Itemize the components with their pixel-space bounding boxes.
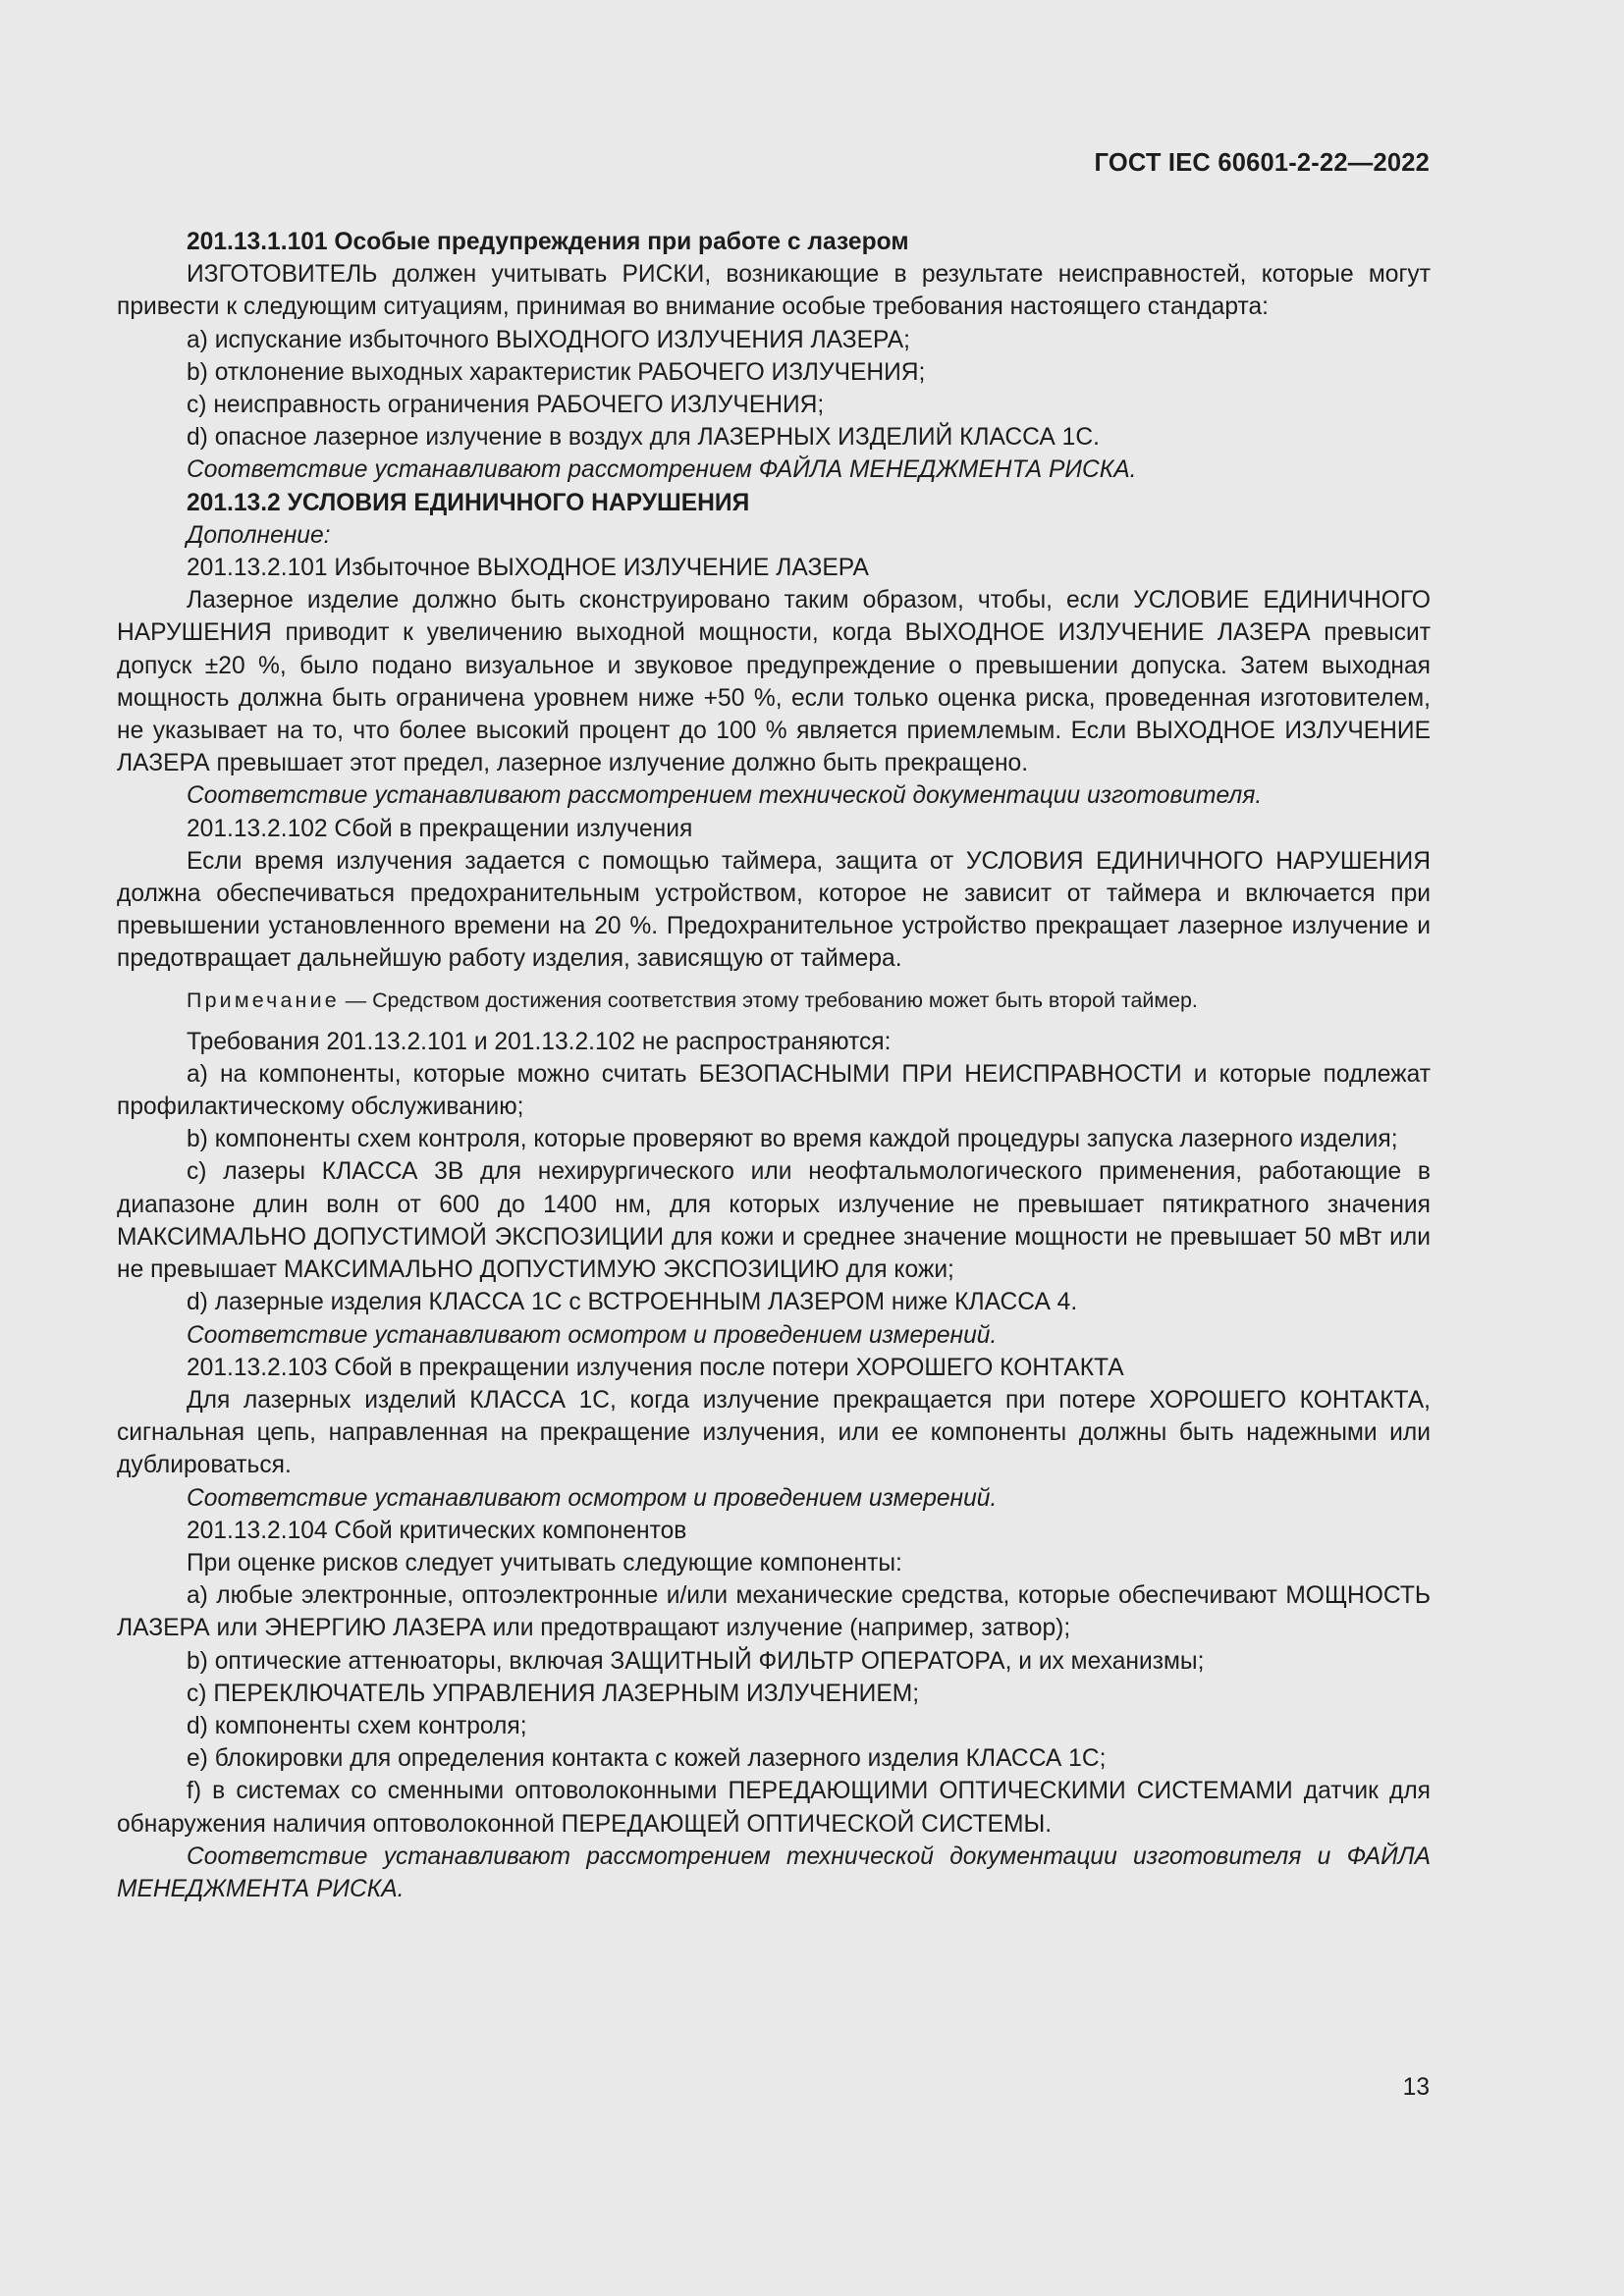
paragraph: ИЗГОТОВИТЕЛЬ должен учитывать РИСКИ, возникающие в результате неисправностей, которые могут привести к следующим ситуациям, принимая во внимание особые требования настоящего стандарта: bbox=[117, 261, 1431, 321]
subsection-heading: 201.13.2.102 Сбой в прекращении излучения bbox=[187, 815, 693, 842]
list-item: d) компоненты схем контроля; bbox=[187, 1712, 527, 1739]
section-heading: 201.13.2 УСЛОВИЯ ЕДИНИЧНОГО НАРУШЕНИЯ bbox=[187, 489, 750, 516]
document-body bbox=[117, 226, 1431, 1905]
compliance-statement: Соответствие устанавливают осмотром и проведением измерений. bbox=[187, 1484, 998, 1512]
section-heading: 201.13.1.101 Особые предупреждения при работе с лазером bbox=[187, 229, 909, 255]
paragraph: Лазерное изделие должно быть сконструировано таким образом, чтобы, если УСЛОВИЕ ЕДИНИЧНОГО НАРУШЕНИЯ приводит к увеличению выходной мощности, когда ВЫХОДНОЕ ИЗЛУЧЕНИЕ ЛАЗЕРА превысит допуск ±20 %, было подано визуальное и звуковое предупреждение о превышении допуска. Затем выходная мощность должна быть ограничена уровнем ниже +50 %, если только оценка риска, проведенная изготовителем, не указывает на то, что более высокий процент до 100 % является приемлемым. Если ВЫХОДНОЕ ИЗЛУЧЕНИЕ ЛАЗЕРА превышает этот предел, лазерное излучение должно быть прекращено. bbox=[117, 587, 1431, 777]
paragraph: Требования 201.13.2.101 и 201.13.2.102 не распространяются: bbox=[187, 1028, 892, 1055]
list-item: a) на компоненты, которые можно считать БЕЗОПАСНЫМИ ПРИ НЕИСПРАВНОСТИ и которые подлежат профилактическому обслуживанию; bbox=[117, 1060, 1431, 1121]
note-text: — Средством достижения соответствия этому требованию может быть второй таймер. bbox=[345, 988, 1198, 1012]
list-item: e) блокировки для определения контакта с кожей лазерного изделия КЛАССА 1С; bbox=[187, 1745, 1107, 1773]
subsection-heading: 201.13.2.101 Избыточное ВЫХОДНОЕ ИЗЛУЧЕНИЕ ЛАЗЕРА bbox=[187, 555, 869, 582]
list-item: b) отклонение выходных характеристик РАБОЧЕГО ИЗЛУЧЕНИЯ; bbox=[187, 358, 926, 386]
list-item: c) неисправность ограничения РАБОЧЕГО ИЗЛУЧЕНИЯ; bbox=[187, 392, 825, 419]
list-item: d) опасное лазерное излучение в воздух для ЛАЗЕРНЫХ ИЗДЕЛИЙ КЛАССА 1С. bbox=[187, 424, 1100, 452]
paragraph: При оценке рисков следует учитывать следующие компоненты: bbox=[187, 1549, 902, 1576]
compliance-statement: Соответствие устанавливают рассмотрением ФАЙЛА МЕНЕДЖМЕНТА РИСКА. bbox=[187, 456, 1137, 484]
note-label: Примечание bbox=[187, 988, 340, 1012]
list-item: b) оптические аттенюаторы, включая ЗАЩИТНЫЙ ФИЛЬТР ОПЕРАТОРА, и их механизмы; bbox=[187, 1647, 1205, 1675]
list-item: b) компоненты схем контроля, которые проверяют во время каждой процедуры запуска лазерного изделия; bbox=[187, 1126, 1398, 1153]
compliance-statement: Соответствие устанавливают рассмотрением технической документации изготовителя. bbox=[187, 782, 1263, 810]
list-item: f) в системах со сменными оптоволоконными ПЕРЕДАЮЩИМИ ОПТИЧЕСКИМИ СИСТЕМАМИ датчик для обнаружения наличия оптоволоконной ПЕРЕДАЮЩЕЙ ОПТИЧЕСКОЙ СИСТЕМЫ. bbox=[117, 1778, 1431, 1838]
addition-label: Дополнение: bbox=[187, 521, 331, 549]
list-item: c) лазеры КЛАССА 3В для нехирургического или неофтальмологического применения, работающие в диапазоне длин волн от 600 до 1400 нм, для которых излучение не превышает пятикратного значения МАКСИМАЛЬНО ДОПУСТИМОЙ ЭКСПОЗИЦИИ для кожи и среднее значение мощности не превышает 50 мВт или не превышает МАКСИМАЛЬНО ДОПУСТИМУЮ ЭКСПОЗИЦИЮ для кожи; bbox=[117, 1158, 1431, 1284]
compliance-statement: Соответствие устанавливают рассмотрением технической документации изготовителя и ФАЙЛА МЕНЕДЖМЕНТА РИСКА. bbox=[117, 1842, 1431, 1902]
page-number: 13 bbox=[1402, 2074, 1430, 2101]
standard-header: ГОСТ IEC 60601-2-22—2022 bbox=[1094, 149, 1430, 177]
list-item: a) испускание избыточного ВЫХОДНОГО ИЗЛУЧЕНИЯ ЛАЗЕРА; bbox=[187, 326, 910, 353]
note bbox=[117, 986, 1431, 1015]
list-item: d) лазерные изделия КЛАССА 1С с ВСТРОЕННЫМ ЛАЗЕРОМ ниже КЛАССА 4. bbox=[187, 1289, 1078, 1316]
list-item: c) ПЕРЕКЛЮЧАТЕЛЬ УПРАВЛЕНИЯ ЛАЗЕРНЫМ ИЗЛУЧЕНИЕМ; bbox=[187, 1680, 920, 1707]
compliance-statement: Соответствие устанавливают осмотром и проведением измерений. bbox=[187, 1321, 998, 1349]
paragraph: Если время излучения задается с помощью таймера, защита от УСЛОВИЯ ЕДИНИЧНОГО НАРУШЕНИЯ должна обеспечиваться предохранительным устройством, которое не зависит от таймера и включается при превышении установленного времени на 20 %. Предохранительное устройство прекращает лазерное излучение и предотвращает дальнейшую работу изделия, зависящую от таймера. bbox=[117, 847, 1431, 973]
paragraph: Для лазерных изделий КЛАССА 1С, когда излучение прекращается при потере ХОРОШЕГО КОНТАКТА, сигнальная цепь, направленная на прекращение излучения, или ее компоненты должны быть надежными или дублироваться. bbox=[117, 1386, 1431, 1479]
subsection-heading: 201.13.2.104 Сбой критических компонентов bbox=[187, 1517, 687, 1544]
subsection-heading: 201.13.2.103 Сбой в прекращении излучения после потери ХОРОШЕГО КОНТАКТА bbox=[187, 1354, 1124, 1381]
list-item: a) любые электронные, оптоэлектронные и/или механические средства, которые обеспечивают МОЩНОСТЬ ЛАЗЕРА или ЭНЕРГИЮ ЛАЗЕРА или предотвращают излучение (например, затвор); bbox=[117, 1582, 1431, 1642]
